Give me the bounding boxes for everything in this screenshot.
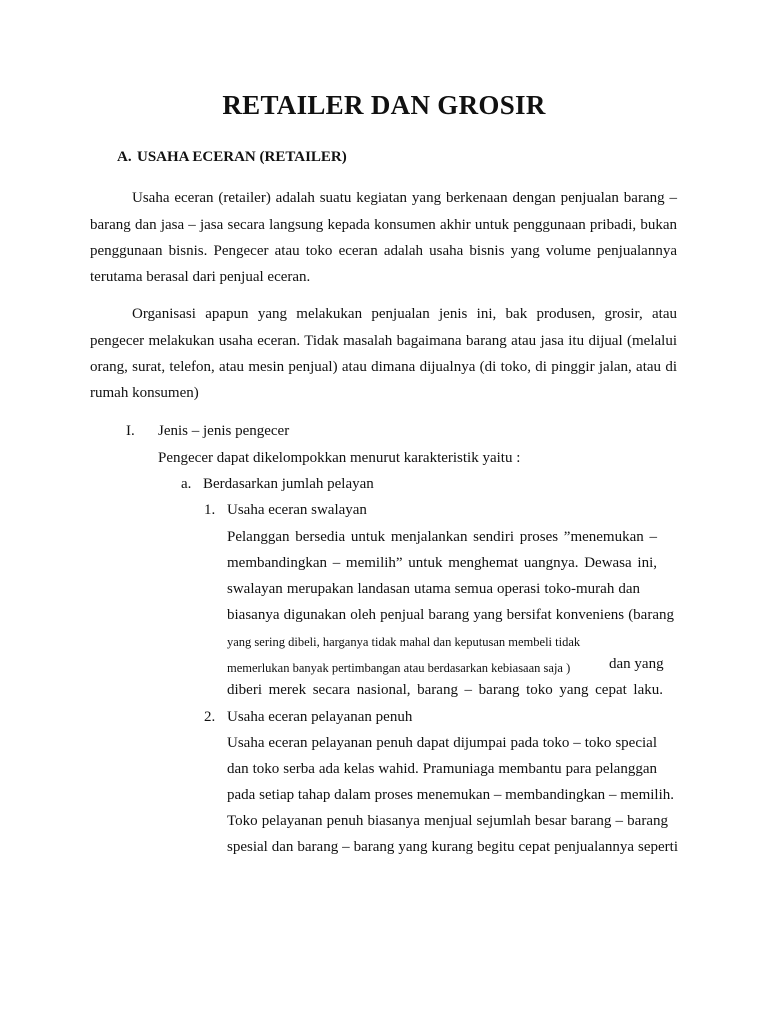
item2-line-4: Toko pelayanan penuh biasanya menjual sejumlah besar barang – barang [227,813,668,829]
item1-line-7: diberi merek secara nasional, barang – barang toko yang cepat laku. [227,682,663,698]
paragraph1-line-1: Usaha eceran (retailer) adalah suatu kegiatan yang berkenaan dengan penjualan barang – [132,190,677,206]
item1-line-6: memerlukan banyak pertimbangan atau berdasarkan kebiasaan saja ) [227,661,571,675]
item1-line-1: Pelanggan bersedia untuk menjalankan sendiri proses ”menemukan – [227,529,657,545]
paragraph1-line-4: terutama berasal dari penjual eceran. [90,269,311,285]
paragraph2-line-2: pengecer melakukan usaha eceran. Tidak masalah bagaimana barang atau jasa itu dijual (melalui [90,333,677,349]
item1-line-2: membandingkan – memilih” untuk menghemat uangnya. Dewasa ini, [227,555,657,571]
sub-title: Berdasarkan jumlah pelayan [203,476,374,492]
item1-line-5: yang sering dibeli, harganya tidak mahal dan keputusan membeli tidak [227,635,581,649]
item2-line-5: spesial dan barang – barang yang kurang begitu cepat penjualannya seperti [227,839,678,855]
paragraph2-line-3: orang, surat, telefon, atau mesin penjual) atau dimana dijualnya (di toko, di pinggir jalan, atau di [90,359,677,375]
item2-line-1: Usaha eceran pelayanan penuh dapat dijumpai pada toko – toko special [227,735,657,751]
item1-line-3: swalayan merupakan landasan utama semua operasi toko-murah dan [227,581,640,597]
section-heading-text: USAHA ECERAN (RETAILER) [137,149,347,165]
item2-number: 2. [204,709,216,725]
list-intro: Pengecer dapat dikelompokkan menurut karakteristik yaitu : [158,450,521,466]
section-heading [117,149,347,166]
item2-line-2: dan toko serba ada kelas wahid. Pramuniaga membantu para pelanggan [227,761,657,777]
item2-title: Usaha eceran pelayanan penuh [227,709,413,725]
document-title: RETAILER DAN GROSIR [222,90,546,120]
item1-title: Usaha eceran swalayan [227,502,367,518]
roman-numeral: I. [126,423,135,439]
item1-line-4: biasanya digunakan oleh penjual barang yang bersifat konveniens (barang [227,607,674,623]
paragraph2-line-1: Organisasi apapun yang melakukan penjualan jenis ini, bak produsen, grosir, atau [132,306,677,322]
section-number: A. [117,149,132,165]
paragraph1-line-3: penggunaan bisnis. Pengecer atau toko eceran adalah usaha bisnis yang volume penjualannya [90,243,677,259]
sub-letter: a. [181,476,192,492]
item1-line-6-tail: dan yang [609,656,664,672]
paragraph1-line-2: barang dan jasa – jasa secara langsung kepada konsumen akhir untuk penggunaan pribadi, bukan [90,217,677,233]
paragraph2-line-4: rumah konsumen) [90,385,199,401]
item1-number: 1. [204,502,216,518]
roman-title: Jenis – jenis pengecer [158,423,290,439]
item2-line-3: pada setiap tahap dalam proses menemukan – membandingkan – memilih. [227,787,674,803]
